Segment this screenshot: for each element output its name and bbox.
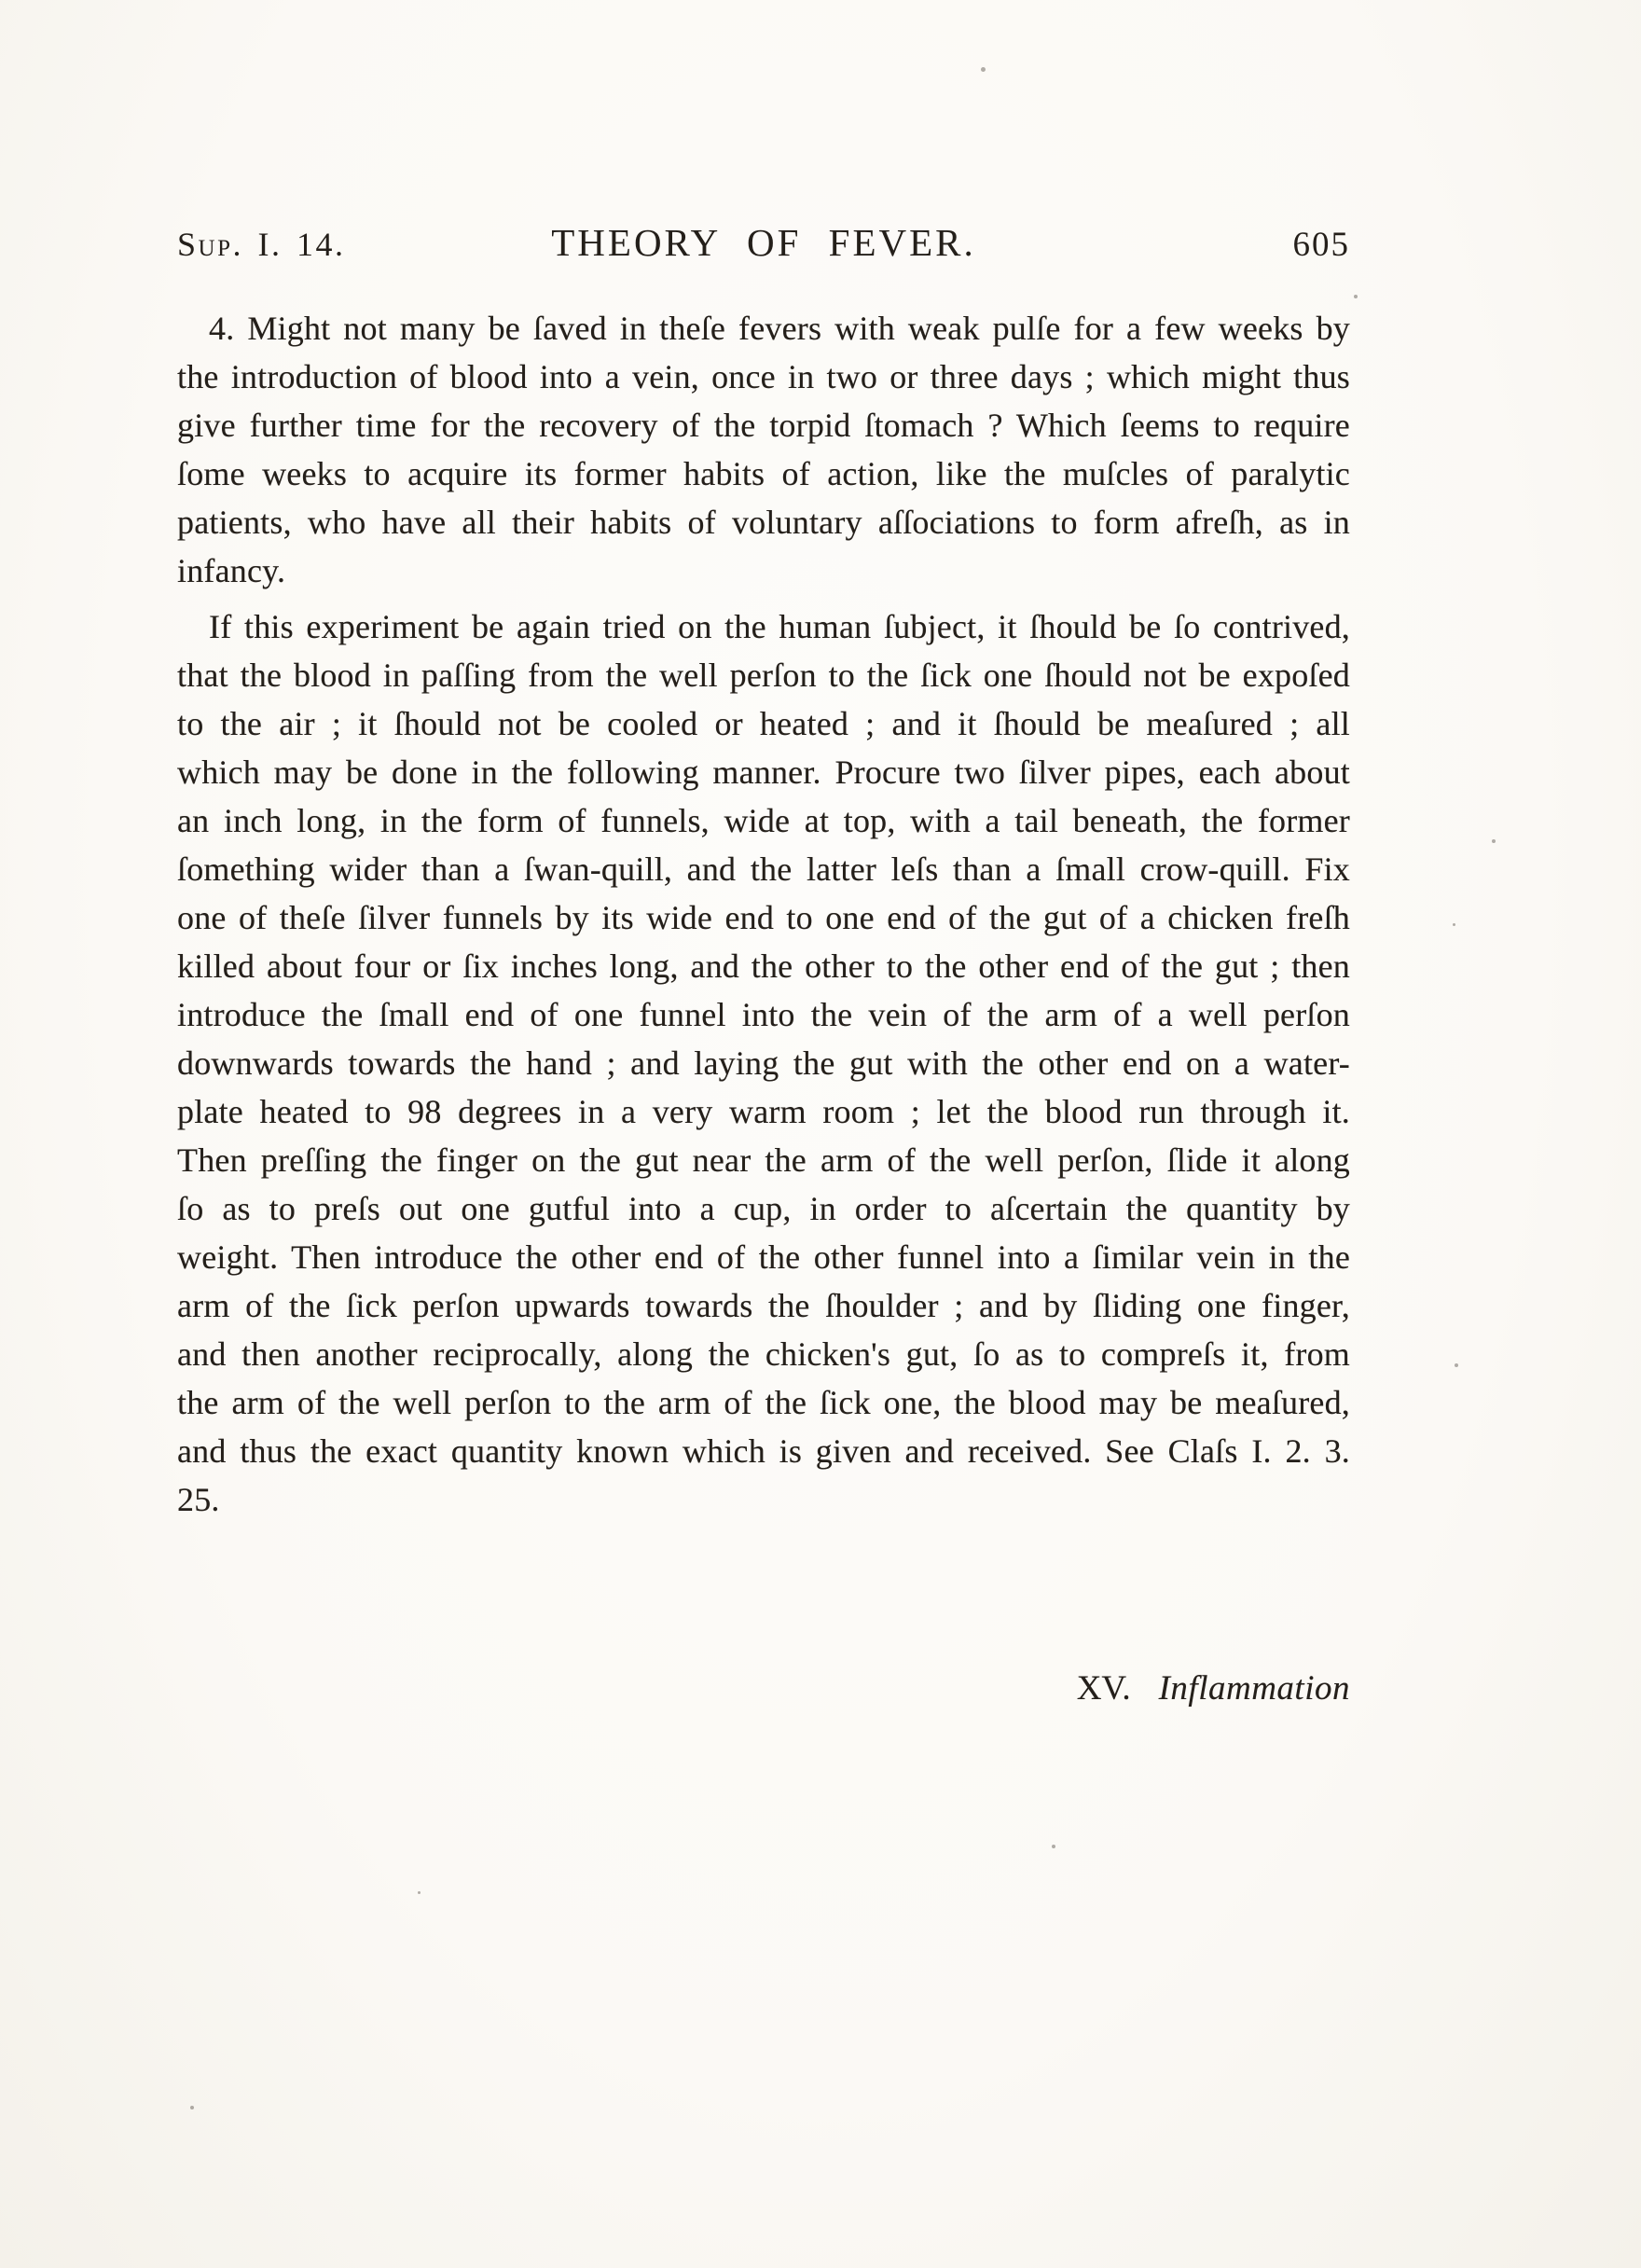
running-header [177,220,1350,265]
catchword: Inflammation [1158,1669,1350,1708]
scan-speck [1453,923,1455,926]
next-section-numeral: XV. [1076,1669,1131,1708]
scan-speck [1052,1845,1055,1848]
body-text [177,304,1350,1524]
scan-speck [418,1891,421,1894]
scan-speck [190,2106,194,2109]
paragraph-2: If this experiment be again tried on the human ſubject, it ſhould be ſo contrived, that the blood in paſſing from the well perſon to the ſick one ſhould not be expoſed to the air ; it ſhould not be cooled or heated ; and it ſhould be meaſured ; all which may be done in the following manner. Procure two ſilver pipes, each about an inch long, in the form of funnels, wide at top, with a tail beneath, the former ſomething wider than a ſwan-quill, and the latter leſs than a ſmall crow-quill. Fix one of theſe ſilver funnels by its wide end to one end of the gut of a chicken freſh killed about four or ſix inches long, and the other to the other end of the gut ; then introduce the ſmall end of one funnel into the vein of the arm of a well perſon downwards towards the hand ; and laying the gut with the other end on a water-plate heated to 98 degrees in a very warm room ; let the blood run through it. Then preſſing the finger on the gut near the arm of the well perſon, ſlide it along ſo as to preſs out one gutful into a cup, in order to aſcertain the quantity by weight. Then introduce the other end of the other funnel into a ſimilar vein in the arm of the ſick perſon upwards towards the ſhoulder ; and by ſliding one finger, and then another reciprocally, along the chicken's gut, ſo as to compreſs it, from the arm of the well perſon to the arm of the ſick one, the blood may be meaſured, and thus the exact quantity known which is given and received. See Claſs I. 2. 3. 25. [177,608,1350,1518]
scan-speck [1455,1363,1458,1367]
text-column [177,220,1350,1708]
page-title: THEORY OF FEVER. [551,221,976,264]
scan-speck [981,67,986,72]
scan-speck [1354,295,1358,298]
catchword-line [177,1668,1350,1708]
page-number: 605 [1292,226,1350,264]
paragraph-1: 4. Might not many be ſaved in theſe fevers with weak pulſe for a few weeks by the introduction of blood into a vein, once in two or three days ; which might thus give further time for the recovery of the torpid ſtomach ? Which ſeems to require ſome weeks to acquire its former habits of action, like the muſcles of paralytic patients, who have all their habits of voluntary aſſociations to form afreſh, as in infancy. [177,310,1350,589]
signature-mark: Sup. I. 14. [177,226,346,263]
scan-speck [1492,839,1496,843]
